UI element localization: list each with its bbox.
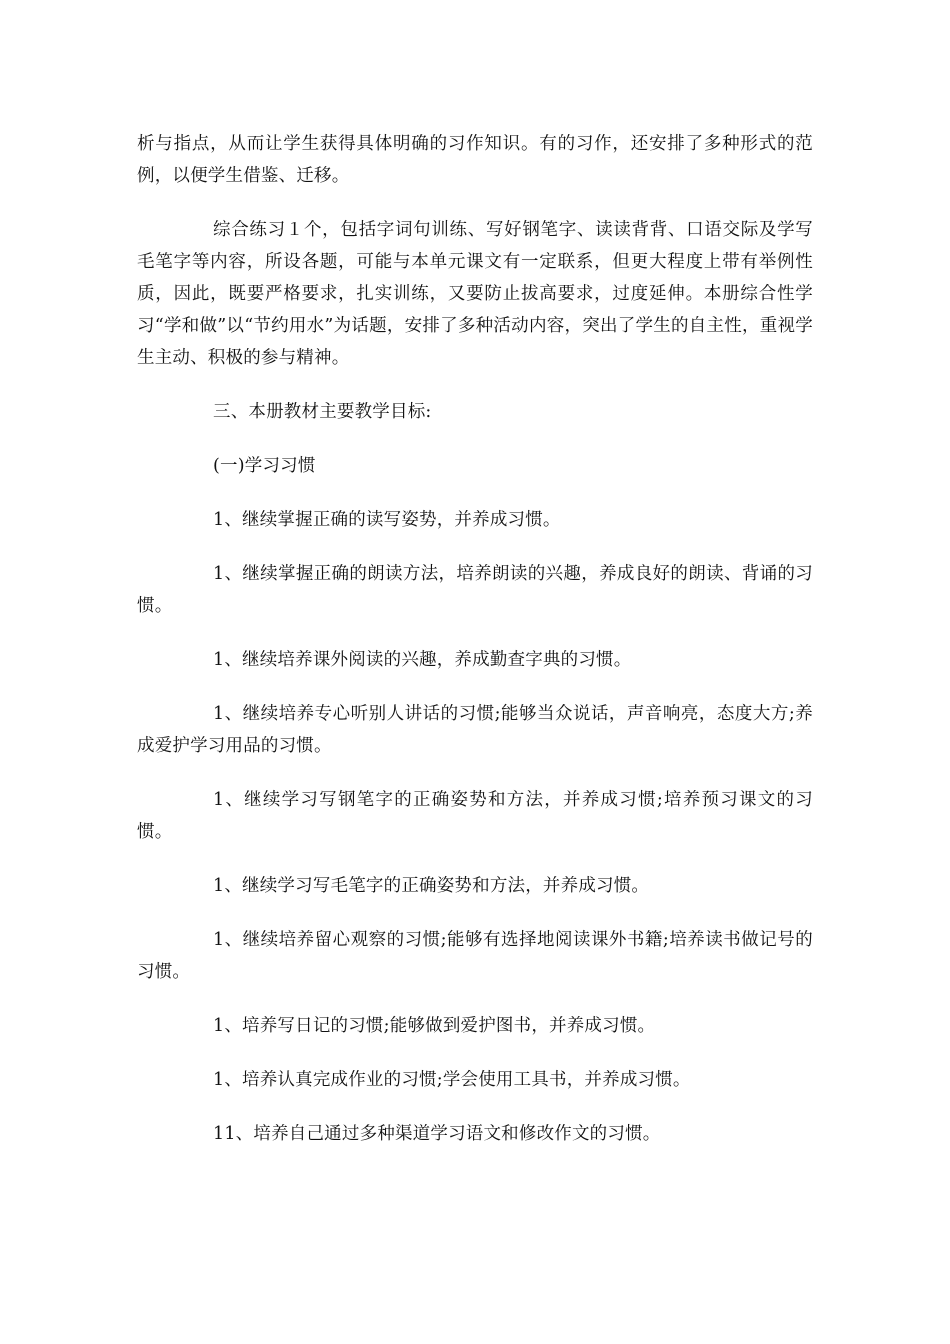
list-item: 1、继续培养课外阅读的兴趣，养成勤查字典的习惯。 — [213, 650, 632, 670]
subsection-heading-study-habits: (一)学习习惯 — [213, 456, 316, 476]
list-item: 1、继续掌握正确的读写姿势，并养成习惯。 — [213, 510, 561, 530]
list-item: 1、继续培养专心听别人讲话的习惯;能够当众说话，声音响亮，态度大方;养成爱护学习用品的习惯。 — [137, 704, 813, 756]
list-item: 1、继续掌握正确的朗读方法，培养朗读的兴趣，养成良好的朗读、背诵的习惯。 — [137, 564, 813, 616]
list-item: 1、培养认真完成作业的习惯;学会使用工具书，并养成习惯。 — [213, 1070, 691, 1090]
list-item: 1、培养写日记的习惯;能够做到爱护图书，并养成习惯。 — [213, 1016, 656, 1036]
list-item: 1、继续培养留心观察的习惯;能够有选择地阅读课外书籍;培养读书做记号的习惯。 — [137, 930, 813, 982]
paragraph-continuation: 析与指点，从而让学生获得具体明确的习作知识。有的习作，还安排了多种形式的范例，以便学生借鉴、迁移。 — [137, 134, 813, 186]
document-body — [137, 128, 813, 1150]
paragraph-comprehensive-practice: 综合练习１个，包括字词句训练、写好钢笔字、读读背背、口语交际及学写毛笔字等内容，所设各题，可能与本单元课文有一定联系，但更大程度上带有举例性质，因此，既要严格要求，扎实训练，又要防止拔高要求，过度延伸。本册综合性学习“学和做”以“节约用水”为话题，安排了多种活动内容，突出了学生的自主性，重视学生主动、积极的参与精神。 — [137, 220, 813, 368]
section-heading-teaching-goals: 三、本册教材主要教学目标: — [213, 402, 432, 422]
list-item: 1、继续学习写钢笔字的正确姿势和方法，并养成习惯;培养预习课文的习惯。 — [137, 790, 813, 842]
list-item: 11、培养自己通过多种渠道学习语文和修改作文的习惯。 — [213, 1124, 661, 1144]
list-item: 1、继续学习写毛笔字的正确姿势和方法，并养成习惯。 — [213, 876, 650, 896]
